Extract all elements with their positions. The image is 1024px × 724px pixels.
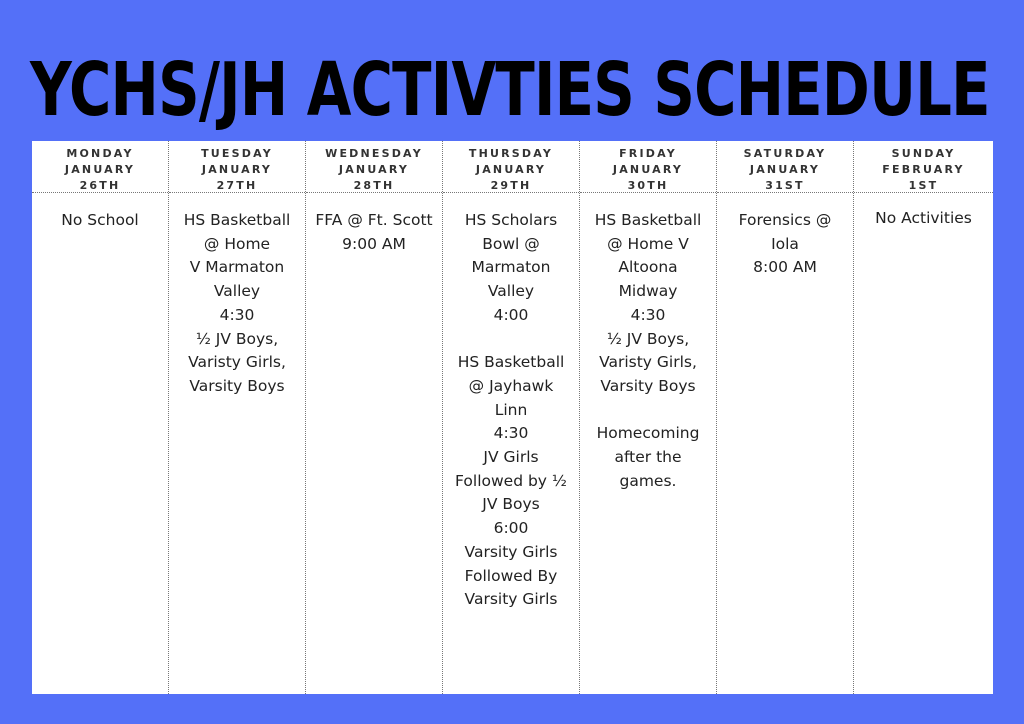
activity-line: HS Basketball <box>457 353 565 372</box>
day-column-sunday <box>854 141 993 694</box>
date-label: 30TH <box>627 179 669 192</box>
day-header <box>32 141 168 193</box>
day-header <box>580 141 716 193</box>
date-label: 26TH <box>79 179 121 192</box>
day-name: MONDAY <box>66 147 134 160</box>
activity-line: Varisty Girls, <box>599 353 697 372</box>
day-column-thursday <box>443 141 580 694</box>
day-name: THURSDAY <box>468 147 554 160</box>
activity-line: Valley <box>487 282 535 301</box>
date-label: 1ST <box>908 179 939 192</box>
activity-line: JV Boys <box>482 495 540 514</box>
day-name: SATURDAY <box>743 147 827 160</box>
activity-line: Valley <box>213 282 261 301</box>
day-header <box>854 141 993 193</box>
activity-line: 4:30 <box>219 305 255 324</box>
activity-line: @ Home V <box>607 234 689 253</box>
activity-line: Iola <box>771 234 799 253</box>
activity-line: FFA @ Ft. Scott <box>315 211 433 229</box>
activity-line: V Marmaton <box>189 258 285 277</box>
activity-line: Homecoming <box>596 424 700 443</box>
day-header <box>443 141 579 193</box>
activity-line: Varsity Girls <box>464 590 558 609</box>
activity-line: 4:30 <box>630 305 666 324</box>
page-title: YCHS/JH ACTIVTIES SCHEDULE <box>30 47 990 133</box>
activity-line: Varsity Girls <box>464 542 558 561</box>
activity-line: Varsity Boys <box>189 376 285 395</box>
date-label: 29TH <box>490 179 532 192</box>
day-column-wednesday <box>306 141 443 694</box>
day-header <box>717 141 853 193</box>
day-header <box>306 141 442 193</box>
activity-line: Linn <box>494 400 528 419</box>
activity-line: HS Basketball <box>183 211 291 229</box>
date-label: 28TH <box>353 179 395 192</box>
day-column-monday <box>32 141 169 694</box>
activity-line: 8:00 AM <box>753 258 817 277</box>
activity-line: No Activities <box>875 209 972 227</box>
activity-line: 4:00 <box>493 305 529 324</box>
activity-line: @ Home <box>203 234 271 253</box>
activity-line: ½ JV Boys, <box>606 329 690 348</box>
day-name: TUESDAY <box>201 147 273 160</box>
day-name: FRIDAY <box>619 147 677 160</box>
activity-line: JV Girls <box>483 448 539 467</box>
activity-line: No School <box>61 211 139 229</box>
date-label: 31ST <box>765 179 805 192</box>
activity-line <box>584 399 712 423</box>
activity-line: 9:00 AM <box>342 234 406 253</box>
day-activities <box>169 193 305 399</box>
activity-line <box>447 328 575 352</box>
activity-line: 4:30 <box>493 424 529 443</box>
day-column-friday <box>580 141 717 694</box>
activity-line: games. <box>619 471 677 490</box>
month-name: JANUARY <box>749 163 821 176</box>
day-activities <box>443 193 579 612</box>
day-name: SUNDAY <box>891 147 956 160</box>
day-header <box>169 141 305 193</box>
month-name: JANUARY <box>338 163 410 176</box>
activity-line: Varsity Boys <box>600 376 696 395</box>
day-activities <box>306 193 442 256</box>
activity-line: HS Scholars <box>464 211 558 229</box>
date-label: 27TH <box>216 179 258 192</box>
activity-line: Followed By <box>464 566 558 585</box>
month-name: JANUARY <box>612 163 684 176</box>
day-name: WEDNESDAY <box>325 147 423 160</box>
activity-line: Forensics @ <box>738 211 832 229</box>
activity-line: Midway <box>618 282 678 301</box>
activity-line: Altoona <box>618 258 678 277</box>
day-activities <box>717 193 853 280</box>
activity-line: Varisty Girls, <box>188 353 286 372</box>
month-name: JANUARY <box>475 163 547 176</box>
day-activities <box>854 193 993 231</box>
day-column-saturday <box>717 141 854 694</box>
activity-line: Followed by ½ <box>455 471 567 490</box>
month-name: JANUARY <box>201 163 273 176</box>
activity-line: HS Basketball <box>594 211 702 229</box>
month-name: FEBRUARY <box>882 163 965 176</box>
month-name: JANUARY <box>64 163 136 176</box>
activity-line: ½ JV Boys, <box>195 329 279 348</box>
activity-line: Marmaton <box>471 258 551 277</box>
activity-line: @ Jayhawk <box>468 376 554 395</box>
day-activities <box>580 193 716 493</box>
activity-line: after the <box>614 448 682 467</box>
day-column-tuesday <box>169 141 306 694</box>
activity-line: Bowl @ <box>482 234 540 253</box>
activity-line: 6:00 <box>493 519 529 538</box>
day-activities <box>32 193 168 233</box>
schedule-table <box>32 141 993 694</box>
